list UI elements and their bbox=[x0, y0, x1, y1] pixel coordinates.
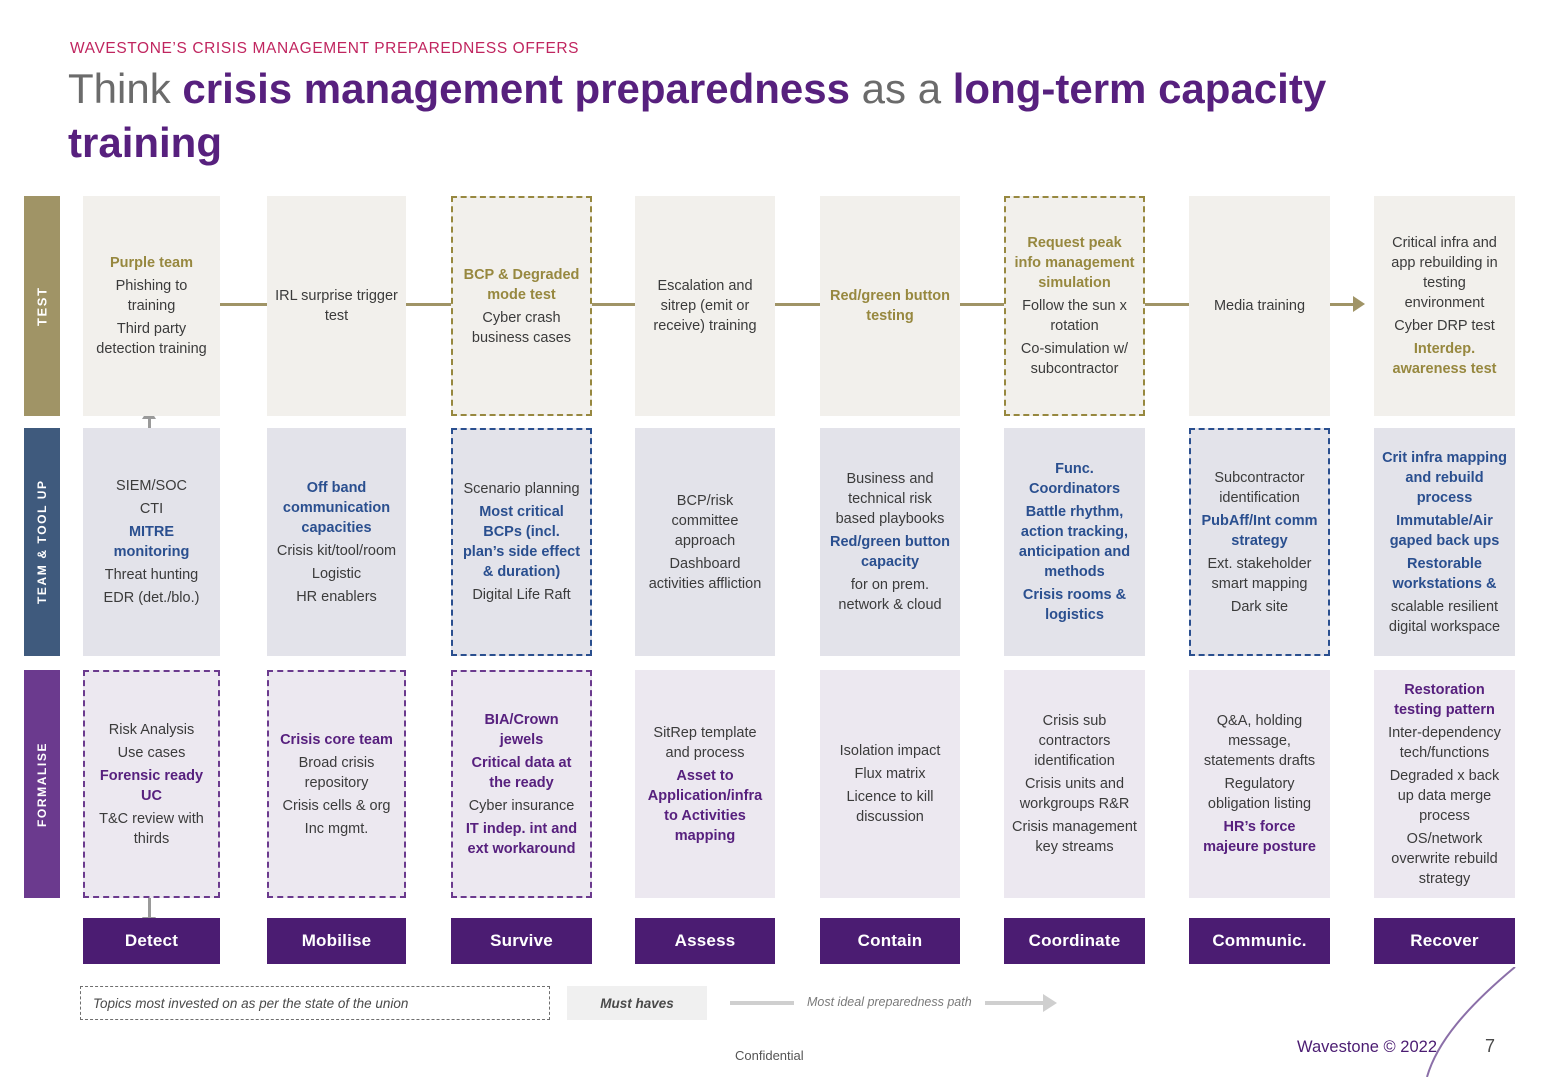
matrix-cell-r2-c7 bbox=[1189, 428, 1330, 656]
cell-text: EDR (det./blo.) bbox=[103, 590, 200, 606]
cell-text: HR enablers bbox=[296, 588, 377, 605]
cell-text: Subcontractor identification bbox=[1214, 469, 1305, 506]
cell-text: OS/network overwrite rebuild strategy bbox=[1391, 830, 1498, 887]
cell-text: Isolation impact bbox=[839, 743, 941, 759]
cell-text: Use cases bbox=[117, 744, 186, 761]
cell-text: Crisis kit/tool/room bbox=[276, 542, 397, 559]
cell-text: Purple team bbox=[110, 255, 193, 271]
cell-text: MITRE monitoring bbox=[113, 524, 190, 560]
matrix-cell-r2-c3 bbox=[451, 428, 592, 656]
matrix-cell-r3-c5 bbox=[820, 670, 960, 898]
legend-musthaves-label: Must haves bbox=[600, 995, 674, 1011]
matrix-cell-r2-c8 bbox=[1374, 428, 1515, 656]
phase-bar-coordinate[interactable]: Coordinate bbox=[1004, 918, 1145, 964]
cell-text: IRL surprise trigger test bbox=[275, 288, 398, 324]
cell-text: Regulatory obligation listing bbox=[1207, 776, 1312, 812]
cell-text: BCP/risk committee approach bbox=[671, 492, 739, 549]
cell-text: Red/green button capacity bbox=[829, 534, 951, 570]
flow-arrow-head bbox=[1353, 296, 1365, 312]
cell-text: Business and technical risk based playbooks bbox=[835, 471, 945, 527]
cell-text: Crisis management key streams bbox=[1012, 819, 1137, 855]
cell-text: SIEM/SOC bbox=[116, 478, 187, 494]
cell-text: Escalation and sitrep (emit or receive) training bbox=[653, 278, 757, 334]
title-bold-1: crisis management preparedness bbox=[182, 65, 851, 112]
legend-path-line-left bbox=[730, 1001, 794, 1005]
legend-path-arrow-icon bbox=[1043, 994, 1057, 1012]
legend-dashed-label: Topics most invested on as per the state of the union bbox=[93, 995, 409, 1011]
copyright-label: Wavestone © 2022 bbox=[1297, 1038, 1437, 1056]
cell-text: for on prem. network & cloud bbox=[838, 577, 942, 613]
matrix-cell-r1-c6 bbox=[1004, 196, 1145, 416]
legend-musthaves-box bbox=[567, 986, 707, 1020]
page-number: 7 bbox=[1484, 1036, 1495, 1056]
cell-text: PubAff/Int comm strategy bbox=[1201, 512, 1318, 549]
cell-text: Crisis sub contractors identification bbox=[1034, 713, 1115, 769]
matrix-cell-r3-c3 bbox=[451, 670, 592, 898]
cell-text: Cyber insurance bbox=[468, 797, 575, 814]
matrix-cell-r2-c4 bbox=[635, 428, 775, 656]
cell-text: Critical infra and app rebuilding in testing environment bbox=[1391, 235, 1498, 311]
phase-bar-mobilise[interactable]: Mobilise bbox=[267, 918, 406, 964]
matrix-cell-r1-c3 bbox=[451, 196, 592, 416]
matrix-cell-r3-c6 bbox=[1004, 670, 1145, 898]
cell-text: Risk Analysis bbox=[108, 721, 195, 738]
cell-text: SitRep template and process bbox=[653, 724, 757, 761]
cell-text: Crisis units and workgroups R&R bbox=[1019, 776, 1130, 812]
cell-text: Crisis cells & org bbox=[282, 797, 391, 814]
matrix-cell-r1-c7 bbox=[1189, 196, 1330, 416]
phase-bar-communic[interactable]: Communic. bbox=[1189, 918, 1330, 964]
cell-text: Cyber crash business cases bbox=[471, 309, 572, 346]
cell-text: Off band communication capacities bbox=[282, 479, 391, 536]
legend-path-label: Most ideal preparedness path bbox=[807, 995, 972, 1009]
cell-text: Phishing to training bbox=[115, 278, 188, 314]
confidential-label: Confidential bbox=[735, 1048, 804, 1063]
cell-text: Restoration testing pattern bbox=[1394, 681, 1495, 718]
cell-text: Logistic bbox=[311, 565, 362, 582]
title-part-1: Think bbox=[68, 65, 183, 112]
title-part-2: as a bbox=[850, 65, 953, 112]
row-label-formalise: FORMALISE bbox=[24, 670, 60, 898]
matrix-cell-r3-c2 bbox=[267, 670, 406, 898]
cell-text: Inc mgmt. bbox=[304, 820, 369, 837]
matrix-cell-r3-c1 bbox=[83, 670, 220, 898]
matrix-cell-r3-c8 bbox=[1374, 670, 1515, 898]
cell-text: Func. Coordinators bbox=[1028, 461, 1121, 497]
legend bbox=[80, 986, 1180, 1026]
cell-text: Threat hunting bbox=[104, 567, 199, 583]
matrix-cell-r3-c7 bbox=[1189, 670, 1330, 898]
cell-text: Crisis core team bbox=[280, 731, 393, 748]
cell-text: Critical data at the ready bbox=[471, 754, 572, 791]
cell-text: Digital Life Raft bbox=[472, 587, 571, 603]
cell-text: Inter-dependency tech/functions bbox=[1388, 724, 1501, 761]
phase-bar-contain[interactable]: Contain bbox=[820, 918, 960, 964]
cell-text: Ext. stakeholder smart mapping bbox=[1207, 555, 1312, 592]
cell-text: Dark site bbox=[1230, 598, 1289, 615]
cell-text: Scenario planning bbox=[463, 481, 580, 497]
matrix-cell-r1-c2 bbox=[267, 196, 406, 416]
cell-text: Request peak info management simulation bbox=[1014, 235, 1135, 291]
cell-text: Licence to kill discussion bbox=[846, 789, 934, 825]
legend-path-line-right bbox=[985, 1001, 1043, 1005]
phase-bar-recover[interactable]: Recover bbox=[1374, 918, 1515, 964]
title-bold-2: long-term capacity training bbox=[68, 65, 1327, 166]
cell-text: Immutable/Air gaped back ups bbox=[1389, 512, 1500, 549]
cell-text: Flux matrix bbox=[854, 766, 926, 782]
phase-bar-detect[interactable]: Detect bbox=[83, 918, 220, 964]
cell-text: Restorable workstations & bbox=[1392, 555, 1497, 592]
matrix-cell-r1-c5 bbox=[820, 196, 960, 416]
row-label-test: TEST bbox=[24, 196, 60, 416]
cell-text: Red/green button testing bbox=[829, 288, 951, 324]
phase-bar-survive[interactable]: Survive bbox=[451, 918, 592, 964]
cell-text: Media training bbox=[1213, 298, 1306, 314]
swoosh-decoration bbox=[1397, 967, 1517, 1077]
cell-text: Follow the sun x rotation bbox=[1022, 298, 1127, 334]
cell-text: Battle rhythm, action tracking, anticipation and methods bbox=[1018, 504, 1131, 580]
legend-dashed-box bbox=[80, 986, 550, 1020]
cell-text: CTI bbox=[139, 501, 164, 517]
matrix-cell-r1-c8 bbox=[1374, 196, 1515, 416]
row-label-team-tool-up: TEAM & TOOL UP bbox=[24, 428, 60, 656]
cell-text: Q&A, holding message, statements drafts bbox=[1203, 713, 1316, 769]
cell-text: Cyber DRP test bbox=[1394, 318, 1495, 334]
cell-text: Co-simulation w/ subcontractor bbox=[1020, 341, 1129, 377]
matrix-cell-r1-c1 bbox=[83, 196, 220, 416]
matrix-cell-r2-c1 bbox=[83, 428, 220, 656]
cell-text: Dashboard activities affliction bbox=[648, 555, 762, 592]
cell-text: Forensic ready UC bbox=[99, 767, 204, 804]
cell-text: Asset to Application/infra to Activities mapping bbox=[647, 767, 763, 844]
cell-text: scalable resilient digital workspace bbox=[1388, 598, 1501, 635]
matrix-cell-r3-c4 bbox=[635, 670, 775, 898]
cell-text: Third party detection training bbox=[96, 321, 207, 357]
matrix-cell-r1-c4 bbox=[635, 196, 775, 416]
matrix-cell-r2-c5 bbox=[820, 428, 960, 656]
phase-bar-assess[interactable]: Assess bbox=[635, 918, 775, 964]
cell-text: BCP & Degraded mode test bbox=[463, 266, 580, 303]
cell-text: Crisis rooms & logistics bbox=[1022, 587, 1127, 623]
cell-text: T&C review with thirds bbox=[99, 810, 204, 847]
cell-text: HR’s force majeure posture bbox=[1203, 819, 1316, 855]
cell-text: Degraded x back up data merge process bbox=[1389, 767, 1500, 824]
cell-text: Broad crisis repository bbox=[298, 754, 375, 791]
cell-text: Crit infra mapping and rebuild process bbox=[1382, 449, 1507, 506]
cell-text: BIA/Crown jewels bbox=[484, 711, 559, 748]
cell-text: IT indep. int and ext workaround bbox=[465, 820, 578, 857]
matrix-cell-r2-c2 bbox=[267, 428, 406, 656]
cell-text: Most critical BCPs (incl. plan’s side effect & duration) bbox=[462, 504, 581, 580]
eyebrow-label: WAVESTONE’S CRISIS MANAGEMENT PREPAREDNESS OFFERS bbox=[70, 40, 580, 57]
matrix-cell-r2-c6 bbox=[1004, 428, 1145, 656]
cell-text: Interdep. awareness test bbox=[1392, 341, 1497, 377]
